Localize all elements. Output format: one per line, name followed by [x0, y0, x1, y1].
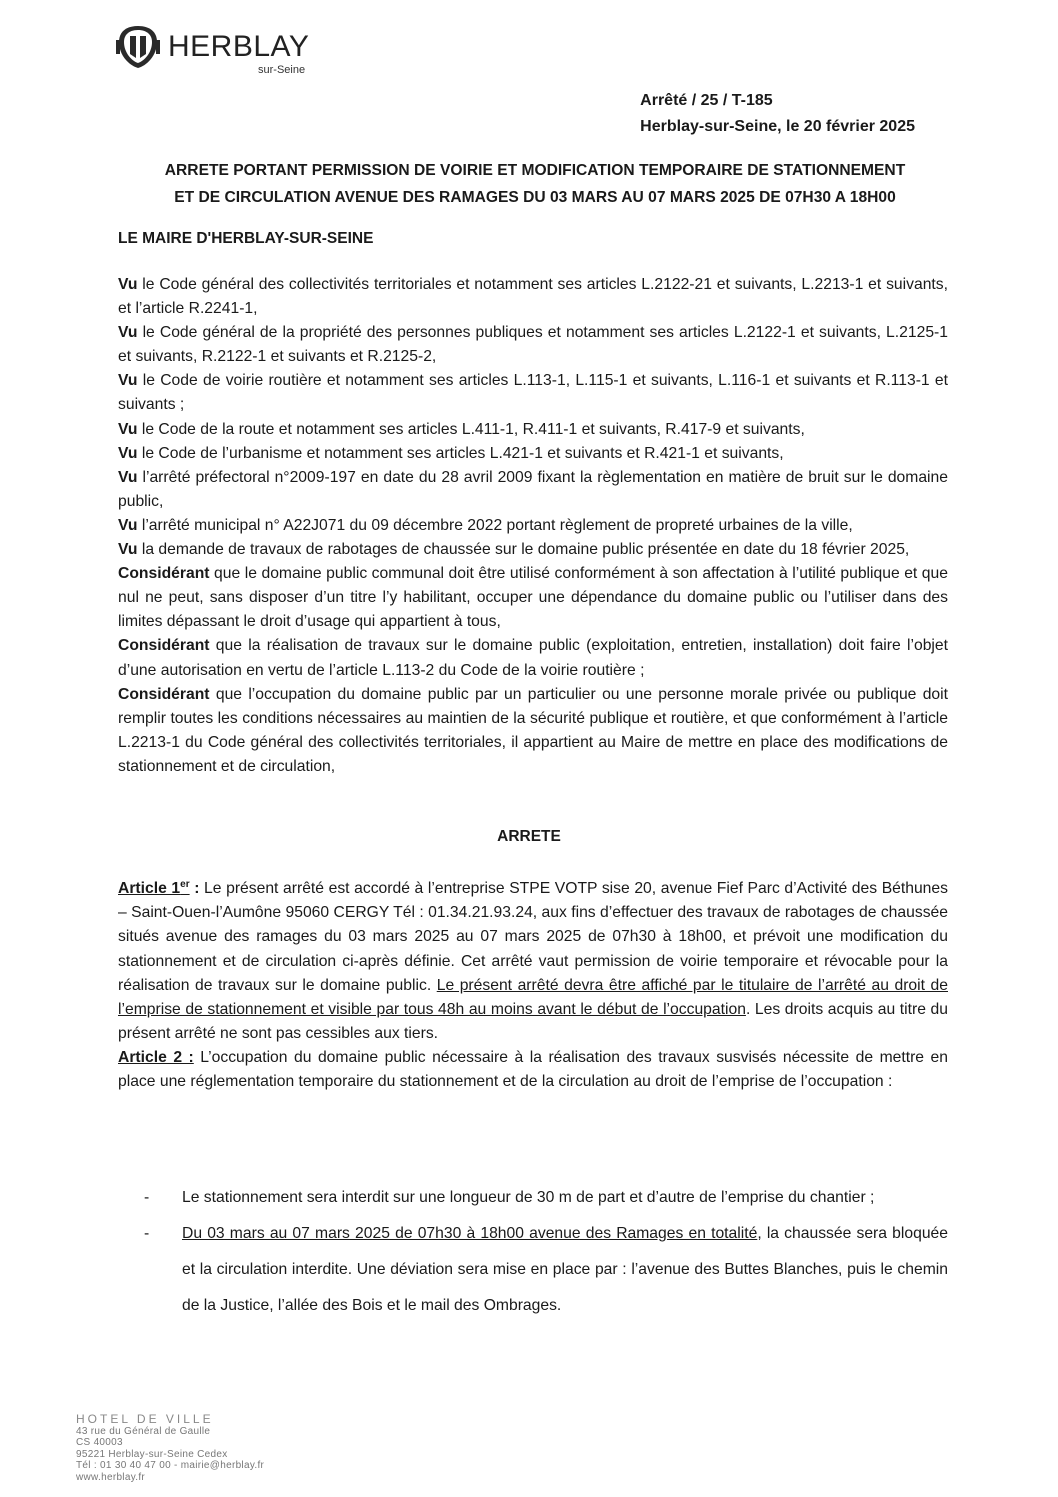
footer-address: [76, 1414, 264, 1483]
article-1: Article 1er : Le présent arrêté est accordé à l’entreprise STPE VOTP sise 20, avenue Fief Parc d’Activité des Béthunes – Saint-Ouen-l’Aumône 95060 CERGY Tél : 01.34.21.93.24, aux fins d’effectuer des travaux de rabotages de chaussée situés avenue des ramages du 03 mars 2025 au 07 mars 2025 de 07h30 à 18h00, et prévoit une modification du stationnement et de circulation ci-après définie. Cet arrêté vaut permission de voirie temporaire et révocable pour la réalisation de travaux sur le domaine public. Le présent arrêté devra être affiché par le titulaire de l’arrêté au droit de l’emprise de stationnement et visible par tous 48h au moins avant le début de l’occupation. Les droits acquis au titre du présent arrêté ne sont pas cessibles aux tiers.: [118, 879, 949, 1042]
arrete-reference: Arrêté / 25 / T-185: [640, 92, 773, 109]
footer-line: CS 40003: [76, 1437, 123, 1448]
article-2: Article 2 : L’occupation du domaine public nécessaire à la réalisation des travaux susvisés nécessite de mettre en place une réglementation temporaire du stationnement et de la circulation au droit de l’emprise de l’occupation :: [118, 1048, 948, 1090]
measures-list: [140, 1180, 948, 1324]
article-2-label: Article 2 :: [118, 1048, 194, 1066]
recital: Vu l’arrêté préfectoral n°2009-197 en date du 28 avril 2009 fixant la règlementation en matière de bruit sur le domaine public,: [118, 468, 948, 510]
logo-subtitle: sur-Seine: [258, 64, 306, 76]
herblay-logo: [112, 16, 342, 76]
recital: Considérant que la réalisation de travaux sur le domaine public (exploitation, entretien, installation) doit faire l’objet d’une autorisation en vertu de l’article L.113-2 du Code de la voirie routière ;: [118, 637, 948, 679]
footer-line: 95221 Herblay-sur-Seine Cedex: [76, 1448, 228, 1460]
mayor-heading: LE MAIRE D'HERBLAY-SUR-SEINE: [118, 230, 374, 247]
recital: Considérant que le domaine public communal doit être utilisé conformément à son affectation à l’utilité publique et que nul ne peut, sans disposer d’un titre l’y habilitant, occuper une dépendance du domaine public ou l’utiliser dans des limites dépassant le droit d’usage qui appartient à tous,: [118, 565, 948, 631]
recital: Vu le Code de la route et notamment ses articles L.411-1, R.411-1 et suivants, R.417-9 et suivants,: [118, 420, 805, 438]
recital: Considérant que l’occupation du domaine public par un particulier ou une personne morale privée ou publique doit remplir toutes les conditions nécessaires au maintien de la sécurité publique et routière, et que conformément à l’article L.2213-1 du Code général des collectivités territoriales, il appartient au Maire de mettre en place des modifications de stationnement et de circulation,: [118, 685, 948, 775]
dash-marker: -: [144, 1225, 150, 1242]
recital: Vu le Code de voirie routière et notamment ses articles L.113-1, L.115-1 et suivants, L.116-1 et suivants et R.113-1 et suivants ;: [118, 372, 948, 414]
recital: Vu le Code général de la propriété des personnes publiques et notamment ses articles L.2122-1 et suivants, L.2125-1 et suivants, R.2122-1 et suivants et R.2125-2,: [118, 324, 948, 366]
document-title: [100, 157, 970, 211]
logo-name: HERBLAY: [168, 30, 310, 63]
articles: [118, 873, 948, 1094]
reference-block: [640, 88, 915, 140]
recital: Vu l’arrêté municipal n° A22J071 du 09 décembre 2022 portant règlement de propreté urbaines de la ville,: [118, 516, 853, 534]
place-date: Herblay-sur-Seine, le 20 février 2025: [640, 118, 915, 135]
herblay-seal-icon: [116, 24, 160, 70]
footer-heading: HOTEL DE VILLE: [76, 1412, 214, 1426]
title-line-1: ARRETE PORTANT PERMISSION DE VOIRIE ET MODIFICATION TEMPORAIRE DE STATIONNEMENT: [164, 162, 906, 179]
recital: Vu le Code de l’urbanisme et notamment ses articles L.421-1 et suivants et R.421-1 et suivants,: [118, 444, 784, 462]
list-item: - Du 03 mars au 07 mars 2025 de 07h30 à 18h00 avenue des Ramages en totalité, la chaussée sera bloquée et la circulation interdite. Une déviation sera mise en place par : l’avenue des Buttes Blanches, puis le chemin de la Justice, l’allée des Bois et le mail des Ombrages.: [140, 1216, 948, 1324]
footer-line: Tél : 01 30 40 47 00 - mairie@herblay.fr: [76, 1460, 265, 1471]
recital: Vu le Code général des collectivités territoriales et notamment ses articles L.2122-21 et suivants, L.2213-1 et suivants, et l’article R.2241-1,: [118, 276, 948, 318]
list-item: - Le stationnement sera interdit sur une longueur de 30 m de part et d’autre de l’emprise du chantier ;: [140, 1180, 948, 1216]
article-1-label: Article 1er: [118, 879, 190, 898]
footer-line: www.herblay.fr: [76, 1471, 146, 1483]
arrete-heading: ARRETE: [497, 828, 561, 845]
dash-marker: -: [144, 1189, 150, 1206]
title-line-2: ET DE CIRCULATION AVENUE DES RAMAGES DU 03 MARS AU 07 MARS 2025 DE 07H30 A 18H00: [174, 189, 896, 206]
footer-line: 43 rue du Général de Gaulle: [76, 1425, 211, 1437]
recital: Vu la demande de travaux de rabotages de chaussée sur le domaine public présentée en date du 18 février 2025,: [118, 541, 910, 559]
display-requirement: Le présent arrêté devra être affiché par le titulaire de l’arrêté au droit de l’emprise de stationnement et visible par tous 48h au moins avant le début de l’occupation: [118, 976, 948, 1018]
recitals: [118, 273, 948, 779]
